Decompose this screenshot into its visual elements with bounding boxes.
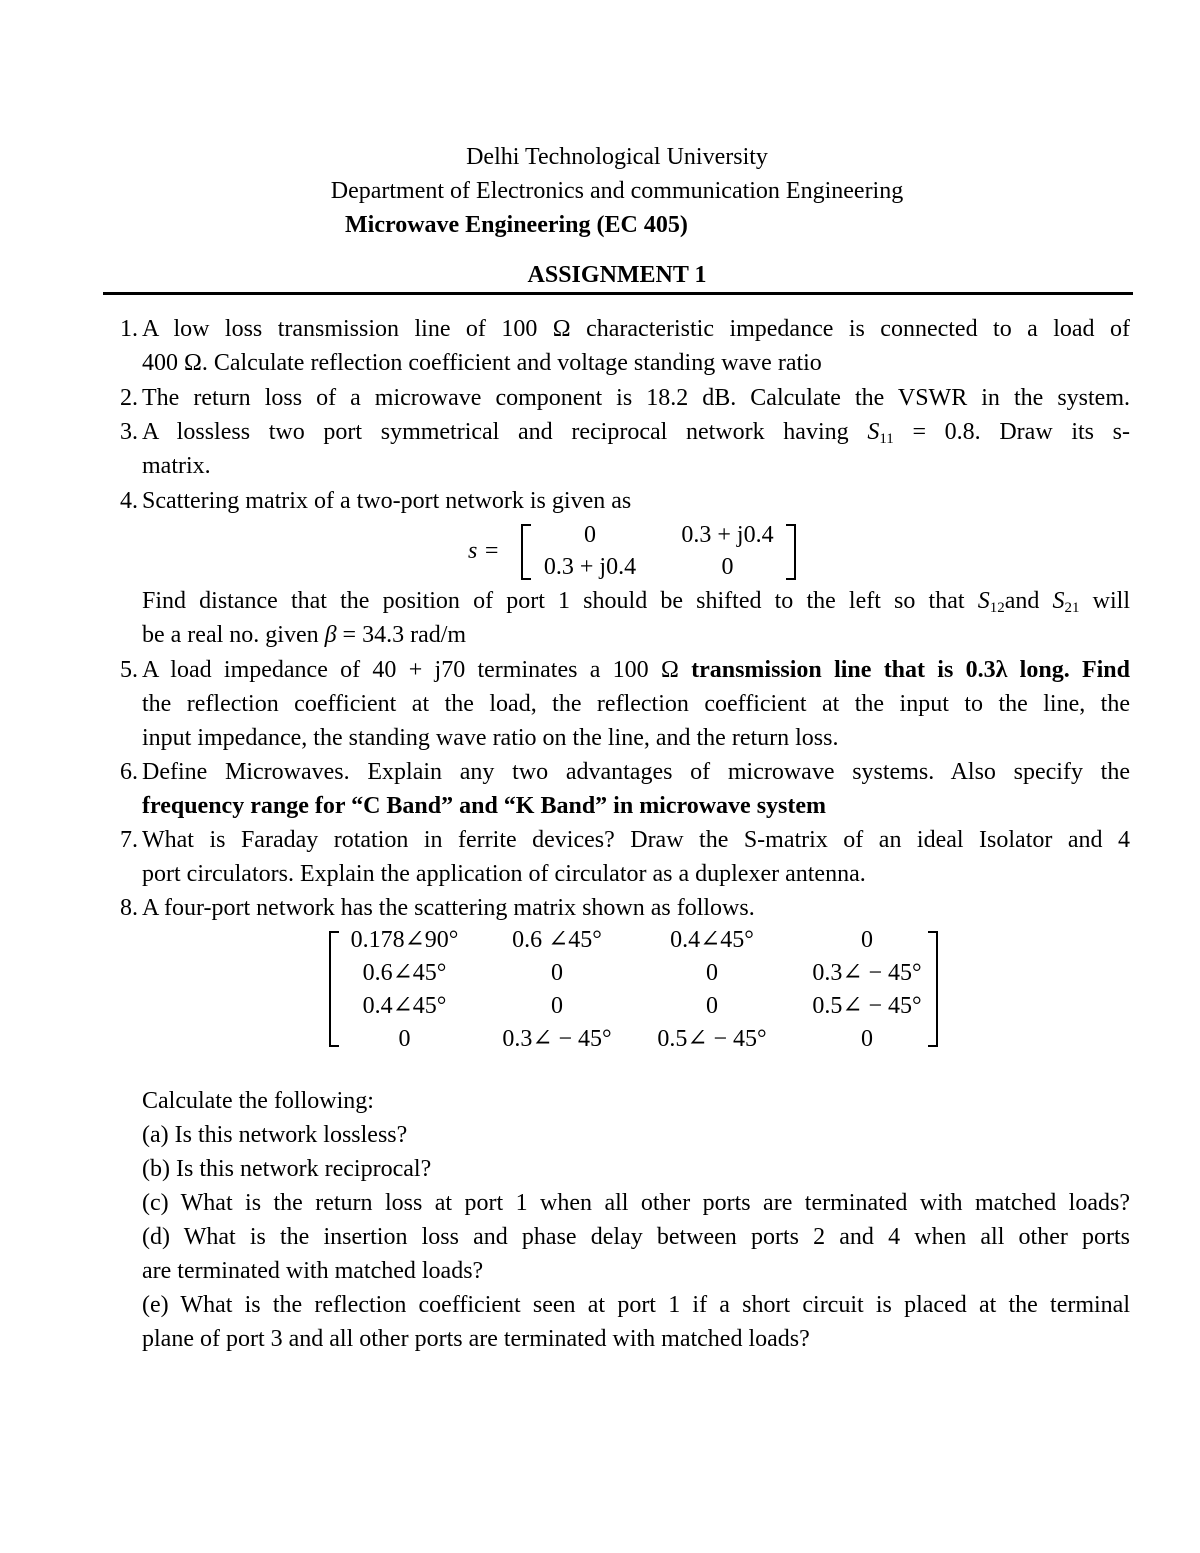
matrix-cell: 0 [706,960,718,986]
question-text: A lossless two port symmetrical and reciprocal network having $S_{11} = 0.8$. Draw its s- [142,419,1131,447]
matrix-cell: 0.4∠45° [670,927,754,953]
question-text: Scattering matrix of a two-port network is given as [142,488,632,514]
sub-question-a: (a) Is this network lossless? [142,1122,408,1148]
matrix-cell: 0 [584,522,596,548]
sub-question-c: (c) What is the return loss at port 1 when all other ports are terminated with matched loads? [142,1190,1130,1216]
matrix-cell: 0.3∠ − 45° [502,1026,612,1052]
matrix-cell: 0 [551,993,563,1019]
course-title: Microwave Engineering (EC 405) [345,212,688,238]
question-text: Find distance that the position of port 1 should be shifted to the left so that $S_{12}and$ $S_{21}$ will [142,588,1131,616]
question-text: 400 Ω. Calculate reflection coefficient and voltage standing wave ratio [142,350,822,376]
question-text: What is Faraday rotation in ferrite devices? Draw the S-matrix of an ideal Isolator and 4 [142,827,1130,853]
matrix-cell: 0 [721,554,734,580]
matrix-cell: 0.3∠ − 45° [812,960,922,986]
question-text: be a real no. given β = 34.3 rad/m [142,622,467,648]
matrix-cell: 0.5∠ − 45° [812,993,922,1019]
question-number: 2. [120,385,138,411]
question-number: 5. [120,657,138,683]
matrix-cell: 0.5∠ − 45° [657,1026,767,1052]
matrix-cell: 0.6 ∠45° [512,927,602,953]
sub-question-d: (d) What is the insertion loss and phase delay between ports 2 and 4 when all other ports [142,1224,1130,1250]
department-name: Department of Electronics and communication Engineering [330,178,904,204]
question-number: 1. [120,316,138,342]
matrix-cell: 0.178∠90° [350,927,459,953]
question-number: 7. [120,827,138,853]
matrix-cell: 0 [551,960,563,986]
matrix-cell: 0 [398,1026,411,1052]
university-name: Delhi Technological University [466,144,768,170]
question-number: 3. [120,419,138,445]
question-number: 6. [120,759,138,785]
question-text: port circulators. Explain the application of circulator as a duplexer antenna. [142,861,866,887]
assignment-title: ASSIGNMENT 1 [527,262,707,288]
question-text: Define Microwaves. Explain any two advantages of microwave systems. Also specify the [142,759,1130,785]
question-text: frequency range for “C Band” and “K Band” in microwave system [142,793,827,819]
question-number: 4. [120,488,138,514]
matrix-cell: 0.4∠45° [362,993,447,1019]
question-text: matrix. [142,453,211,479]
sub-question-d-cont: are terminated with matched loads? [142,1258,484,1284]
matrix-cell: 0.6∠45° [362,960,447,986]
header-divider [103,292,1133,295]
sub-question-e: (e) What is the reflection coefficient seen at port 1 if a short circuit is placed at the terminal [142,1292,1130,1318]
matrix-cell: 0.3 + j0.4 [543,554,637,580]
question-text: input impedance, the standing wave ratio on the line, and the return loss. [142,725,839,751]
question-text: The return loss of a microwave component is 18.2 dB. Calculate the VSWR in the system. [142,385,1130,411]
sub-question-e-cont: plane of port 3 and all other ports are terminated with matched loads? [142,1326,810,1352]
sub-question-intro: Calculate the following: [142,1088,374,1114]
question-text: A load impedance of 40 + j70 terminates a 100 Ω transmission line that is 0.3λ long. Find [142,657,1131,683]
matrix-cell: 0.3 + j0.4 [681,522,774,548]
question-text: the reflection coefficient at the load, the reflection coefficient at the input to the line, the [142,691,1130,717]
matrix-cell: 0 [861,927,873,953]
question-text: A low loss transmission line of 100 Ω characteristic impedance is connected to a load of [142,316,1130,342]
matrix-label: s = [468,538,500,564]
question-number: 8. [120,895,138,921]
matrix-cell: 0 [706,993,718,1019]
question-text: A four-port network has the scattering matrix shown as follows. [142,895,755,921]
matrix-cell: 0 [861,1026,873,1052]
sub-question-b: (b) Is this network reciprocal? [142,1156,432,1182]
